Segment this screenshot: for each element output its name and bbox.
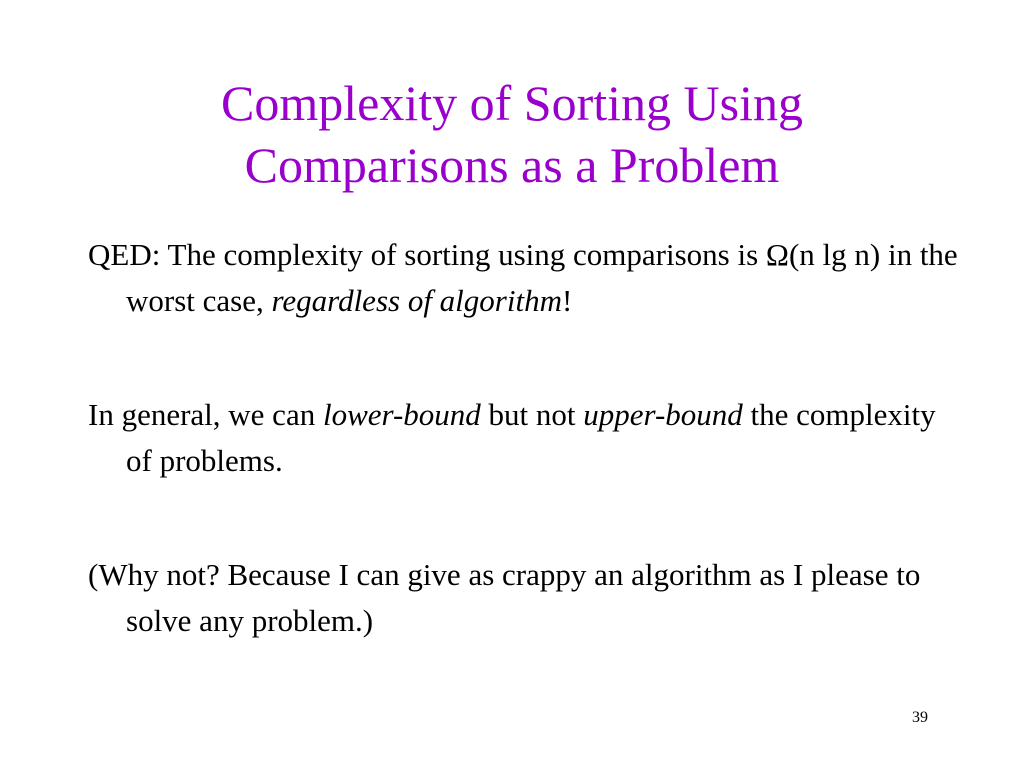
slide-title [60, 72, 964, 196]
paragraph-qed [88, 232, 968, 324]
paragraph-general-text-1: In general, we can [88, 397, 323, 432]
paragraph-why-not: (Why not? Because I can give as crappy an algorithm as I please to solve any problem.) [88, 557, 921, 638]
paragraph-general-text-2: but not [480, 397, 584, 432]
paragraph-general-text-3: the complexity of problems. [126, 397, 936, 478]
paragraph-qed-text: QED: The complexity of sorting using comparisons is Ω(n lg n) in the worst case, [88, 237, 958, 318]
paragraph-qed-emphasis: regardless of algorithm [271, 283, 562, 318]
paragraph-general-emphasis-upper-bound: upper-bound [583, 397, 743, 432]
paragraph-qed-end: ! [561, 283, 573, 318]
paragraph-general [88, 392, 968, 484]
slide-title-line-1: Complexity of Sorting Using [221, 75, 803, 131]
slide-body [88, 232, 968, 712]
paragraph-general-emphasis-lower-bound: lower-bound [322, 397, 481, 432]
slide-title-line-2: Comparisons as a Problem [244, 137, 780, 193]
page-number: 39 [912, 709, 928, 726]
